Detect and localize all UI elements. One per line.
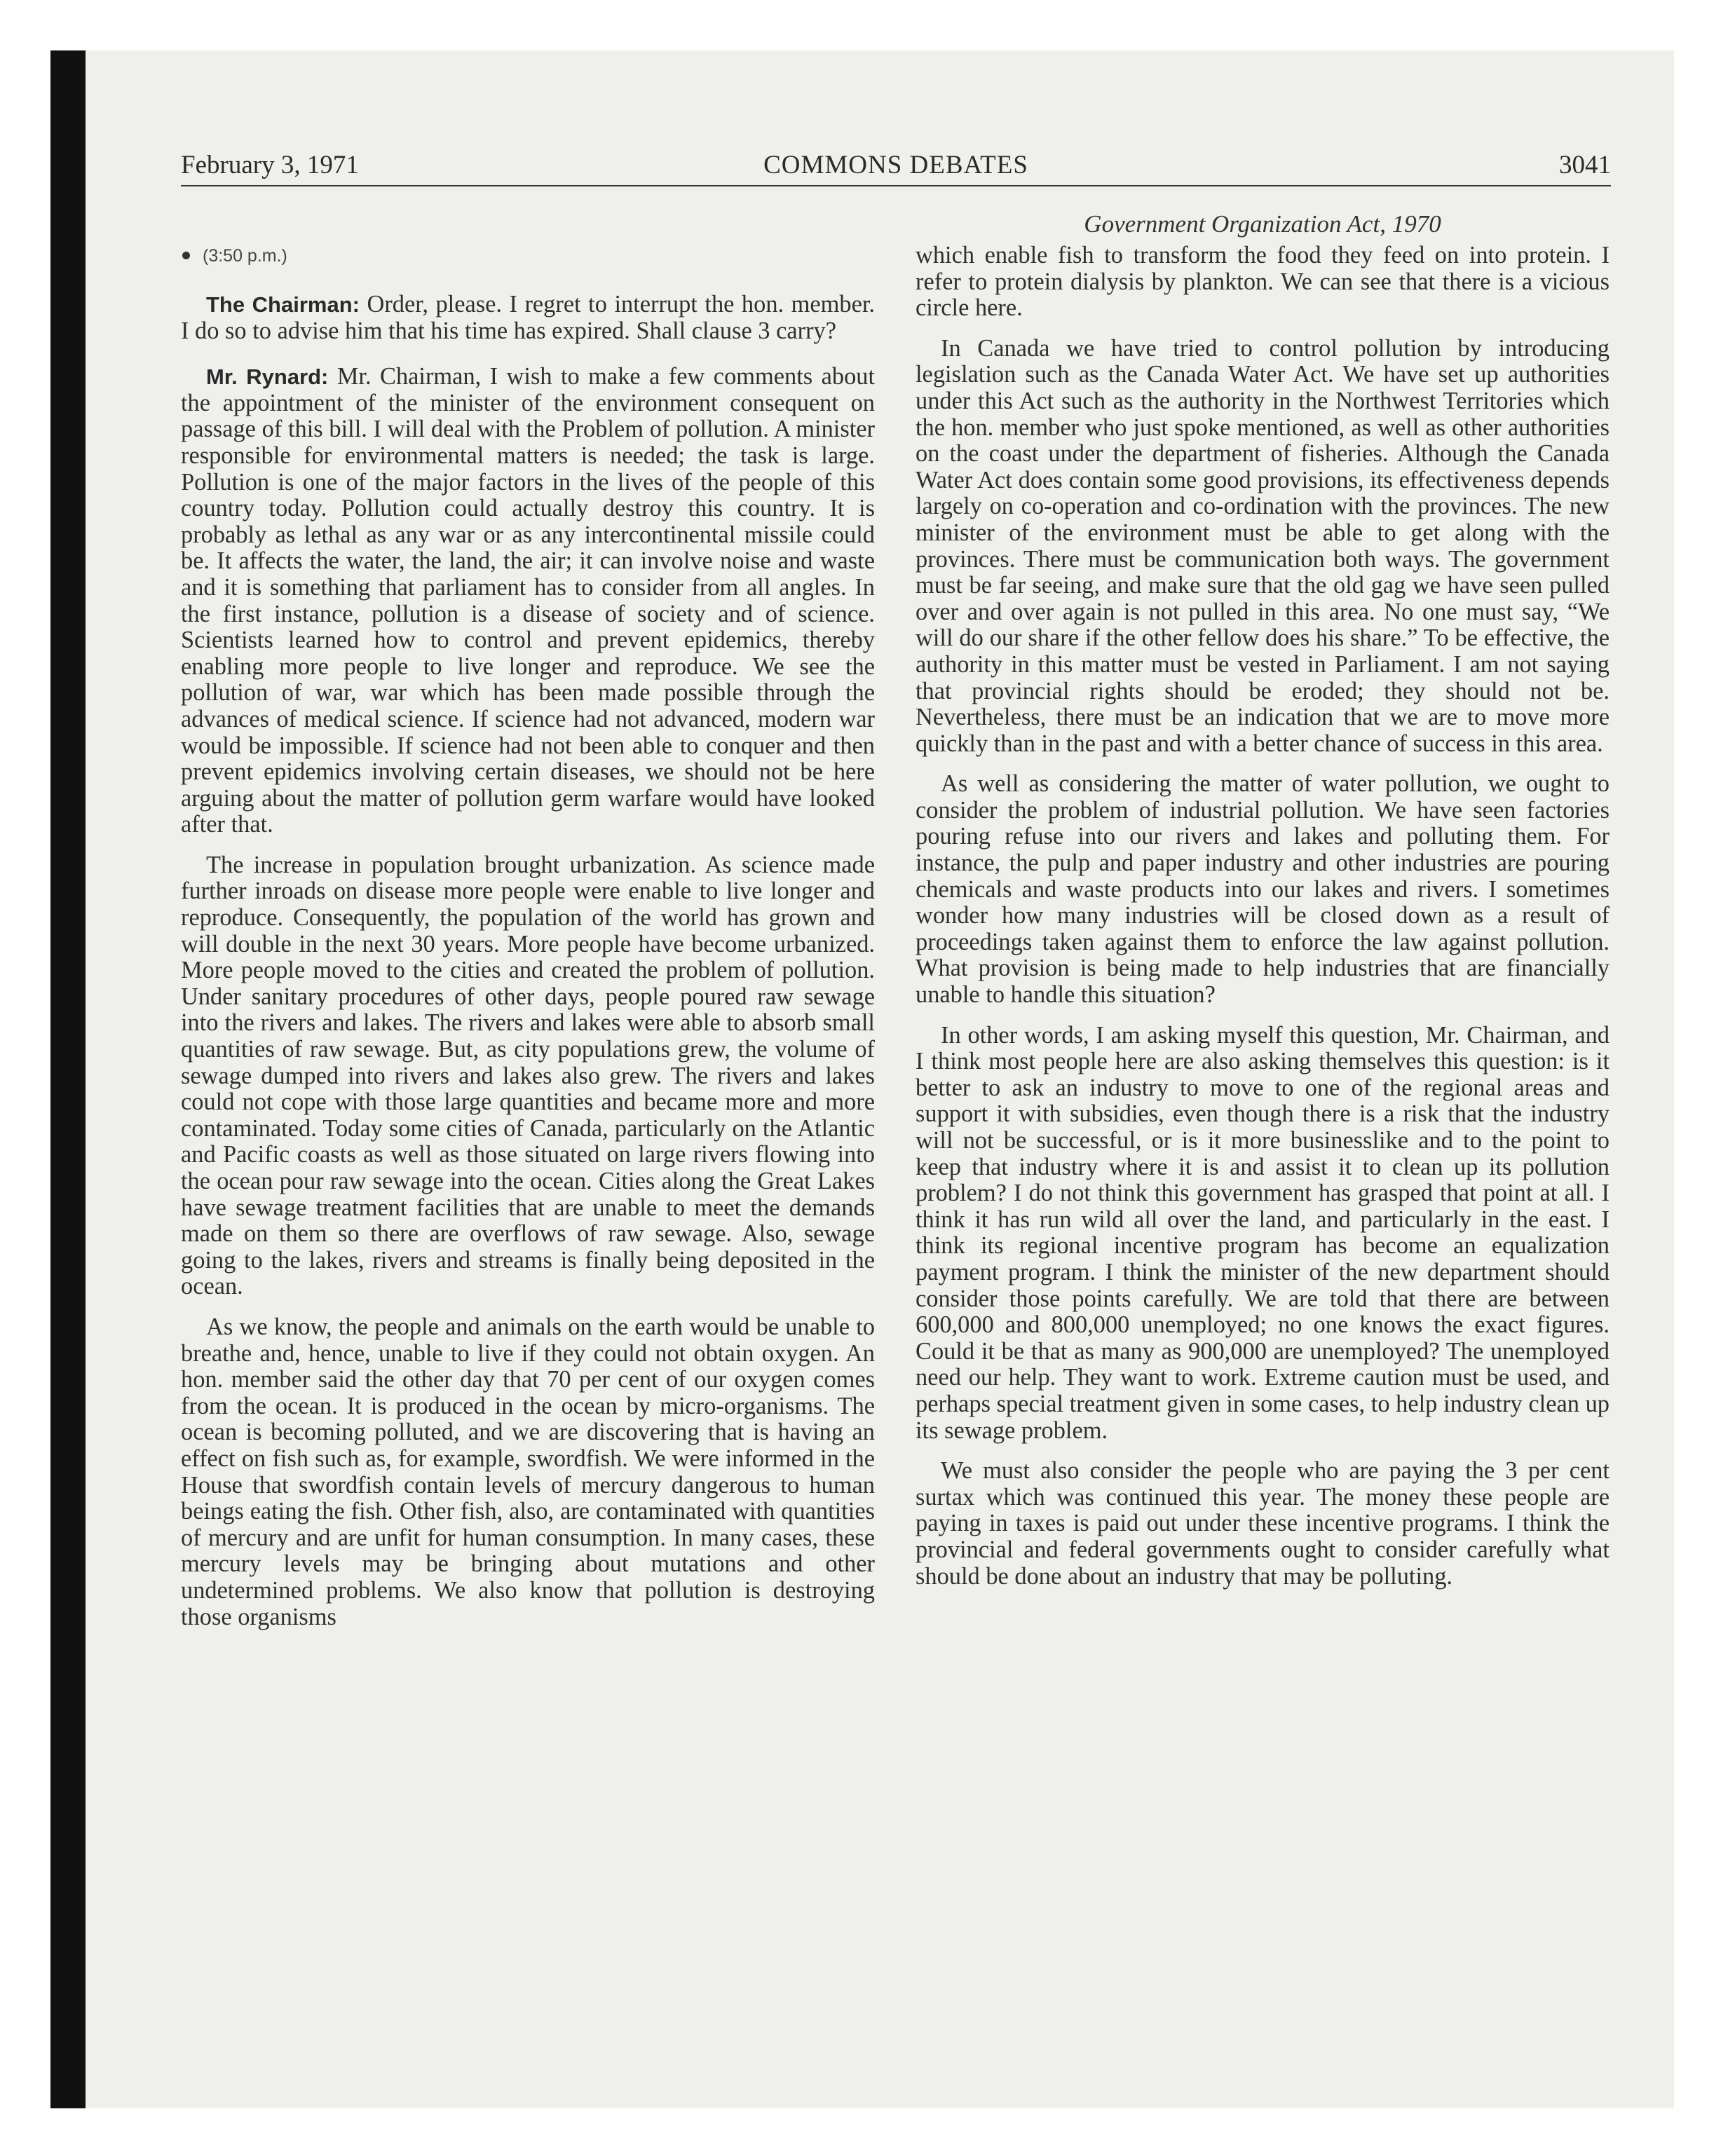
paragraph-text: Order, please. I regret to interrupt the hon. member. I do so to advise him that his time has expired. Shall clause 3 carry?	[181, 291, 876, 344]
header-publication: COMMONS DEBATES	[763, 151, 1028, 179]
time-stamp-text: (3:50 p.m.)	[203, 246, 287, 266]
header-page-number: 3041	[1559, 151, 1611, 179]
paragraph-continued: which enable fish to transform the food they feed on into protein. I refer to protein dialysis by plankton. We can see that there is a vicious circle here.	[916, 242, 1610, 322]
time-stamp	[181, 245, 875, 266]
paragraph-industrial-pollution: As well as considering the matter of water pollution, we ought to consider the problem of industrial pollution. We have seen factories pouring refuse into our rivers and lakes and polluting them. For instance, the pulp and paper industry and other industries are pouring chemicals and waste products into our lakes and rivers. I sometimes wonder how many industries will be closed down as a result of proceedings taken against them to enforce the law against pollution. What provision is being made to help industries that are financially unable to handle this situation?	[916, 770, 1610, 1009]
section-title: Government Organization Act, 1970	[1084, 210, 1441, 238]
paragraph-regional-incentive: In other words, I am asking myself this question, Mr. Chairman, and I think most people here are also asking themselves this question: is it better to ask an industry to move to one of the regional areas and support it with subsidies, even though there is a risk that the industry will not be successful, or is it more businesslike and to the point to keep that industry where it is and assist it to clean up its pollution problem? I do not think this government has grasped that point at all. I think it has run wild all over the land, and particularly in the east. I think its regional incentive program has become an equalization payment program. I think the minister of the new department should consider those points carefully. We are told that there are between 600,000 and 800,000 unemployed; no one knows the exact figures. Could it be that as many as 900,000 are unemployed? The unemployed need our help. They want to work. Extreme caution must be used, and perhaps special treatment given in some cases, to help industry clean up its sewage problem.	[916, 1021, 1610, 1444]
paragraph-rynard	[181, 364, 875, 838]
bullet-icon	[182, 252, 190, 259]
speaker-chairman: The Chairman:	[206, 292, 360, 317]
paragraph-oxygen: As we know, the people and animals on the earth would be unable to breathe and, hence, unable to live if they could not obtain oxygen. An hon. member said the other day that 70 per cent of our oxygen comes from the ocean. It is produced in the ocean by micro-organisms. The ocean is becoming polluted, and we are discovering that is having an effect on fish such as, for example, swordfish. We were informed in the House that swordfish contain levels of mercury dangerous to human beings eating the fish. Other fish, also, are contaminated with quantities of mercury and are unfit for human consumption. In many cases, these mercury levels may be bringing about mutations and other undetermined problems. We also know that pollution is destroying those organisms	[181, 1313, 875, 1630]
right-column	[916, 210, 1610, 1604]
header-date: February 3, 1971	[181, 151, 359, 179]
page-header	[181, 150, 1611, 186]
paragraph-chairman	[181, 292, 875, 344]
paragraph-canada-water-act: In Canada we have tried to control pollution by introducing legislation such as the Canada Water Act. We have set up authorities under this Act such as the authority in the Northwest Territories which the hon. member who just spoke mentioned, as well as other authorities on the coast under the department of fisheries. Although the Canada Water Act does contain some good provisions, its effectiveness depends largely on co-operation and co-ordination with the provinces. The new minister of the environment must be able to get along with the provinces. There must be communication both ways. The government must be far seeing, and make sure that the old gag we have seen pulled over and over again is not pulled in this area. No one must say, “We will do our share if the other fellow does his share.” To be effective, the authority in this matter must be vested in Parliament. I am not saying that provincial rights should be eroded; they should not be. Nevertheless, there must be an indication that we are to move more quickly than in the past and with a better chance of success in this area.	[916, 334, 1610, 757]
paragraph-surtax: We must also consider the people who are paying the 3 per cent surtax which was continued this year. The money these people are paying in taxes is paid out under these incentive programs. I think the provincial and federal governments ought to consider carefully what should be done about an industry that may be polluting.	[916, 1457, 1610, 1590]
left-column	[181, 210, 875, 1644]
paragraph-text: Mr. Chairman, I wish to make a few comments about the appointment of the minister of the environment consequent on passage of this bill. I will deal with the Problem of pollution. A minister responsible for environmental matters is needed; the task is large. Pollution is one of the major factors in the lives of the people of this country today. Pollution could actually destroy this country. It is probably as lethal as any war or as any intercontinental missile could be. It affects the water, the land, the air; it can involve noise and waste and it is something that parliament has to consider from all angles. In the first instance, pollution is a disease of society and of science. Scientists learned how to control and prevent epidemics, thereby enabling more people to live longer and reproduce. We see the pollution of war, war which has been made possible through the advances of medical science. If science had not advanced, modern war would be impossible. If science had not been able to conquer and then prevent epidemics involving certain diseases, we should not be here arguing about the matter of pollution germ warfare would have looked after that.	[181, 363, 876, 838]
binding-edge	[50, 50, 86, 2108]
paragraph-urbanization: The increase in population brought urbanization. As science made further inroads on disease more people were enable to live longer and reproduce. Consequently, the population of the world has grown and will double in the next 30 years. More people have become urbanized. More people moved to the cities and created the problem of pollution. Under sanitary procedures of other days, people poured raw sewage into the rivers and lakes. The rivers and lakes were able to absorb small quantities of raw sewage. But, as city populations grew, the volume of sewage dumped into rivers and lakes also grew. The rivers and lakes could not cope with those large quantities and became more and more contaminated. Today some cities of Canada, particularly on the Atlantic and Pacific coasts as well as those situated on large rivers flowing into the ocean pour raw sewage into the ocean. Cities along the Great Lakes have sewage treatment facilities that are unable to meet the demands made on them so there are overflows of raw sewage. Also, sewage going to the lakes, rivers and streams is finally being deposited in the ocean.	[181, 851, 875, 1300]
speaker-rynard: Mr. Rynard:	[206, 364, 329, 390]
